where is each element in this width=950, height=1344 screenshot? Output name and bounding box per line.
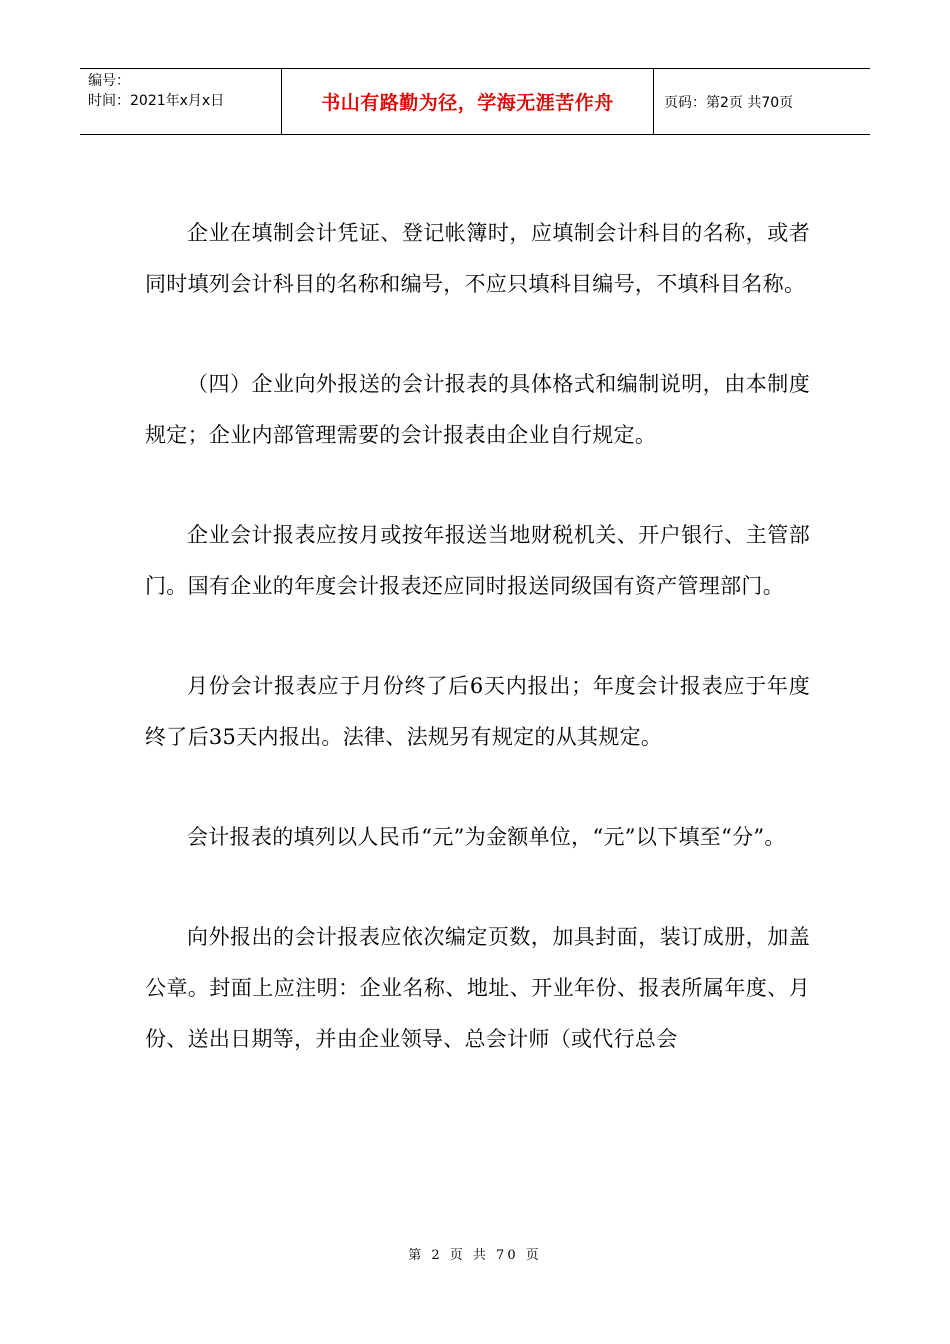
paragraph: 会计报表的填列以人民币“元”为金额单位，“元”以下填至“分”。	[187, 825, 786, 849]
header-motto: 书山有路勤为径，学海无涯苦作舟	[282, 69, 654, 134]
paragraph: 企业会计报表应按月或按年报送当地财税机关、开户银行、主管部门。国有企业的年度会计报表还应同时报送同级国有资产管理部门。	[145, 523, 810, 598]
document-number-label: 编号：	[88, 73, 130, 89]
document-date-label: 时间：2021年x月x日	[88, 93, 225, 109]
header-meta	[80, 69, 282, 134]
paragraph: 向外报出的会计报表应依次编定页数，加具封面，装订成册，加盖公章。封面上应注明：企业名称、地址、开业年份、报表所属年度、月份、送出日期等，并由企业领导、总会计师（或代行总会	[145, 925, 810, 1051]
paragraph: （四）企业向外报送的会计报表的具体格式和编制说明，由本制度规定；企业内部管理需要的会计报表由企业自行规定。	[145, 372, 810, 447]
header-page-info: 页码：第2页 共70页	[664, 94, 794, 111]
document-body	[145, 208, 810, 1065]
page-header	[80, 68, 870, 135]
page-footer: 第 2 页 共 70 页	[408, 1248, 542, 1263]
paragraph: 企业在填制会计凭证、登记帐簿时，应填制会计科目的名称，或者同时填列会计科目的名称和编号，不应只填科目编号，不填科目名称。	[145, 221, 810, 296]
paragraph: 月份会计报表应于月份终了后6天内报出；年度会计报表应于年度终了后35天内报出。法律、法规另有规定的从其规定。	[145, 674, 810, 749]
